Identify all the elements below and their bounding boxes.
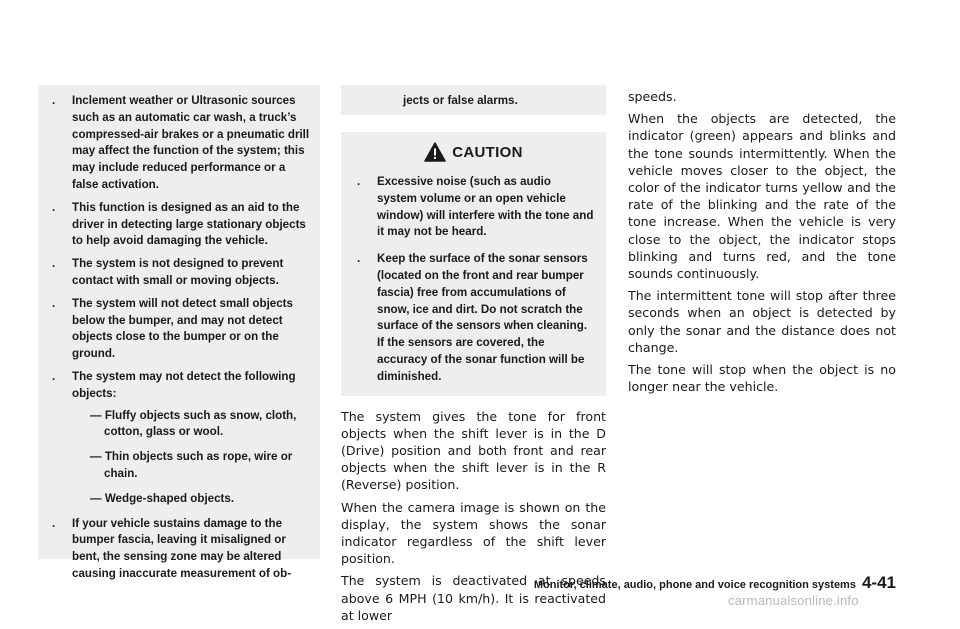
paragraph: The tone will stop when the object is no longer near the vehicle. — [628, 362, 896, 395]
right-column — [628, 88, 896, 400]
section-title: Monitor, climate, audio, phone and voice recognition systems — [533, 579, 856, 591]
watermark: carmanualsonline.info — [728, 593, 859, 608]
sub-list-item: — Thin objects such as rope, wire or chain. — [90, 450, 293, 480]
caution-title: CAUTION — [452, 143, 523, 161]
middle-column — [341, 85, 606, 629]
caution-box — [341, 132, 606, 396]
list-item: . Inclement weather or Ultrasonic sources such as an automatic car wash, a truck’s compressed-air brakes or a pneumatic drill may affect the function of the system; this may include reduced performance or a false activation. — [52, 94, 310, 191]
warning-triangle-icon — [424, 142, 446, 162]
list-item: . The system will not detect small objects below the bumper, and may not detect objects close to the bumper or on the ground. — [52, 296, 293, 361]
page-footer — [518, 573, 896, 593]
sub-list-item: — Wedge-shaped objects. — [90, 491, 235, 505]
caution-heading — [353, 142, 594, 162]
sub-list-item: — Fluffy objects such as snow, cloth, cotton, glass or wool. — [90, 408, 297, 439]
paragraph: speeds. — [628, 89, 677, 104]
list-item: . Keep the surface of the sonar sensors (located on the front and rear bumper fascia) free from accumulations of snow, ice and dirt. Do not scratch the surface of the sensors when cleaning. If the sensors are covered, the accuracy of the sonar function will be diminished. — [357, 252, 588, 383]
paragraph: The intermittent tone will stop after three seconds when an object is detected by only the sonar and the distance does not change. — [628, 288, 896, 355]
list-item: . The system may not detect the following objects: — [52, 369, 296, 400]
list-item: . This function is designed as an aid to the driver in detecting large stationary objects to help avoid damaging the vehicle. — [52, 200, 306, 248]
warning-box — [38, 85, 320, 580]
warning-continuation-box — [341, 85, 606, 115]
list-item: . Excessive noise (such as audio system volume or an open vehicle window) will interfere with the tone and it may not be heard. — [357, 175, 594, 239]
warning-continuation-text: jects or false alarms. — [403, 94, 518, 107]
paragraph: When the camera image is shown on the display, the system shows the sonar indicator regardless of the shift lever position. — [341, 499, 606, 567]
paragraph: The system gives the tone for front objects when the shift lever is in the D (Drive) position and both front and rear objects when the shift lever is in the R (Reverse) position. — [341, 408, 606, 493]
paragraph: The system is deactivated at speeds above 6 MPH (10 km/h). It is reactivated at lower — [341, 573, 606, 623]
page-number: 4-41 — [861, 573, 896, 592]
list-item: . If your vehicle sustains damage to the bumper fascia, leaving it misaligned or bent, the sensing zone may be altered causing inaccurate measurement of ob- — [52, 516, 292, 580]
list-item: . The system is not designed to prevent contact with small or moving objects. — [52, 257, 284, 287]
paragraph: When the objects are detected, the indicator (green) appears and blinks and the tone sounds intermittently. When the vehicle moves closer to the object, the color of the indicator turns yellow and the rate of the blinking and the rate of the tone increase. When the vehicle is very close to the object, the indicator stops blinking and turns red, and the tone sounds continuously. — [628, 111, 896, 282]
